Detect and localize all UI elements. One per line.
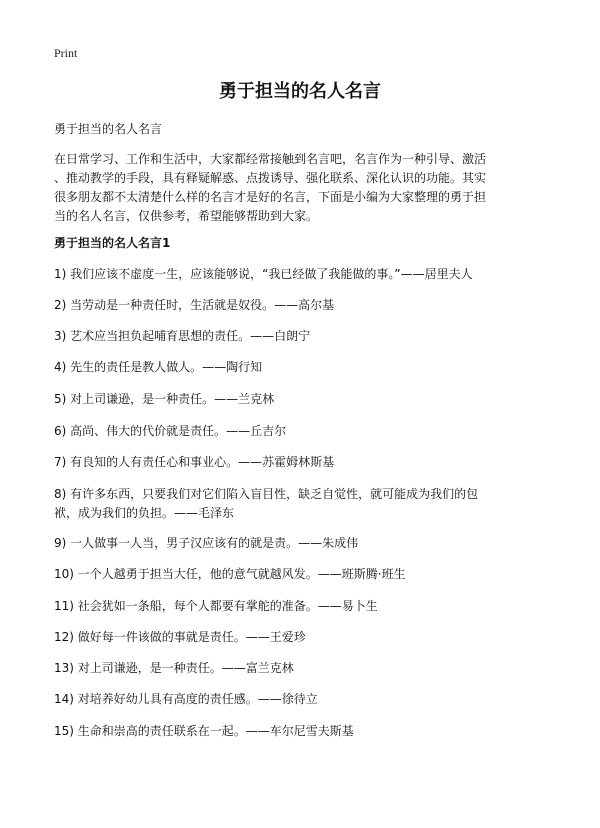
quote-item — [54, 565, 554, 584]
print-link[interactable]: Print — [54, 46, 78, 60]
quote-item — [54, 422, 554, 441]
quote-item — [54, 690, 554, 709]
quote-item — [54, 358, 554, 377]
quote-item — [54, 265, 554, 284]
quote-line: 3) 艺术应当担负起哺育思想的责任。——白朗宁 — [54, 329, 311, 343]
quote-line: 4) 先生的责任是教人做人。——陶行知 — [54, 360, 263, 374]
quote-item — [54, 597, 554, 616]
quote-item — [54, 327, 554, 346]
quote-line: 8) 有许多东西，只要我们对它们陷入盲目性，缺乏自觉性，就可能成为我们的包 — [54, 487, 479, 501]
quote-item — [54, 722, 554, 741]
intro-line: 、推动教学的手段，具有释疑解惑、点拨诱导、强化联系、深化认识的功能。其实 — [54, 171, 487, 185]
quote-line: 6) 高尚、伟大的代价就是责任。——丘吉尔 — [54, 424, 287, 438]
intro-paragraph — [54, 150, 552, 226]
section-heading: 勇于担当的名人名言1 — [54, 236, 171, 250]
intro-line: 很多朋友都不太清楚什么样的名言才是好的名言，下面是小编为大家整理的勇于担 — [54, 190, 487, 204]
quote-line: 11) 社会犹如一条船，每个人都要有掌舵的准备。——易卜生 — [54, 599, 378, 613]
quote-item — [54, 485, 554, 523]
page-title: 勇于担当的名人名言 — [219, 81, 381, 102]
quote-line: 13) 对上司谦逊，是一种责任。——富兰克林 — [54, 661, 294, 675]
quote-line: 14) 对培养好幼儿具有高度的责任感。——徐待立 — [54, 692, 318, 706]
quote-item — [54, 628, 554, 647]
quote-item — [54, 453, 554, 472]
quote-line: 7) 有良知的人有责任心和事业心。——苏霍姆林斯基 — [54, 455, 335, 469]
intro-line: 当的名人名言，仅供参考，希望能够帮助到大家。 — [54, 209, 319, 223]
quote-item — [54, 534, 554, 553]
quote-line: 袱，成为我们的负担。——毛泽东 — [54, 506, 235, 520]
quote-line: 5) 对上司谦逊，是一种责任。——兰克林 — [54, 392, 275, 406]
document-subtitle: 勇于担当的名人名言 — [54, 122, 163, 136]
quote-line: 1) 我们应该不虚度一生，应该能够说，“我已经做了我能做的事。”——居里夫人 — [54, 267, 473, 281]
quote-line: 15) 生命和崇高的责任联系在一起。——车尔尼雪夫斯基 — [54, 724, 354, 738]
quote-item — [54, 659, 554, 678]
quote-line: 10) 一个人越勇于担当大任，他的意气就越风发。——班斯腾·班生 — [54, 567, 406, 581]
quote-line: 12) 做好每一件该做的事就是责任。——王爱珍 — [54, 630, 306, 644]
quote-line: 9) 一人做事一人当，男子汉应该有的就是责。——朱成伟 — [54, 536, 359, 550]
quote-line: 2) 当劳动是一种责任时，生活就是奴役。——高尔基 — [54, 298, 335, 312]
intro-line: 在日常学习、工作和生活中，大家都经常接触到名言吧，名言作为一种引导、激活 — [54, 152, 487, 166]
quote-item — [54, 296, 554, 315]
quote-item — [54, 390, 554, 409]
